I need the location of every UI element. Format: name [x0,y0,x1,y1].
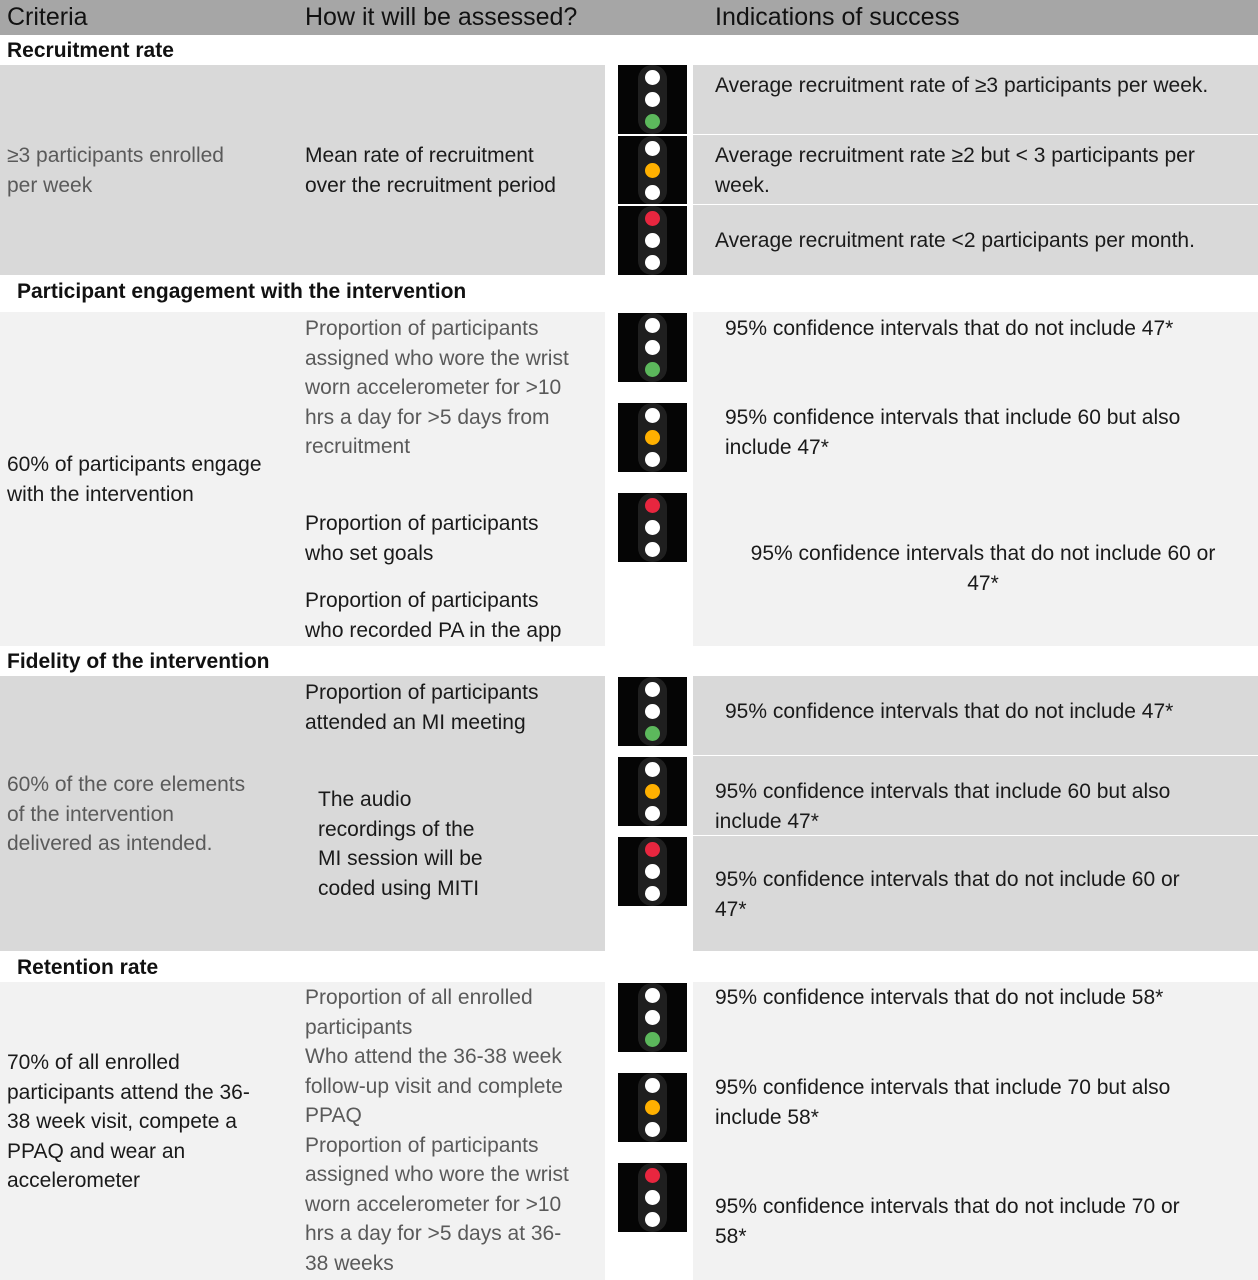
recruitment-assessment: Mean rate of recruitment over the recruitment period [305,144,556,197]
retention-red-indicator: 95% confidence intervals that do not include 70 or 58* [715,1195,1180,1248]
traffic-light-green-icon [618,983,687,1052]
header-success: Indications of success [715,3,960,31]
row-divider [605,755,1258,756]
fidelity-green-indicator: 95% confidence intervals that do not include 47* [725,700,1174,723]
engagement-green-indicator: 95% confidence intervals that do not include 47* [725,317,1174,340]
traffic-light-amber-icon [618,136,687,205]
recruitment-green-indicator: Average recruitment rate of ≥3 participants per week. [715,74,1209,97]
section-title-engagement: Participant engagement with the intervention [17,280,467,303]
engagement-amber-indicator: 95% confidence intervals that include 60 but also include 47* [725,406,1181,459]
retention-assessment: Proportion of all enrolled participants Who attend the 36-38 week follow-up visit and complete PPAQ Proportion of participants assigned who wore the wrist worn accelerometer for >10 hrs a day for >5 days at 36- 38 weeks [305,986,569,1275]
traffic-light-red-icon [618,837,687,906]
engagement-criteria: 60% of participants engage with the intervention [7,453,262,506]
fidelity-criteria: 60% of the core elements of the intervention delivered as intended. [7,773,246,855]
traffic-light-amber-icon [618,1073,687,1142]
traffic-light-green-icon [618,65,687,134]
fidelity-red-indicator: 95% confidence intervals that do not include 60 or 47* [715,868,1180,921]
recruitment-amber-indicator: Average recruitment rate ≥2 but < 3 participants per week. [715,144,1195,197]
traffic-light-green-icon [618,313,687,382]
traffic-light-amber-icon [618,757,687,826]
row-divider [605,134,1258,135]
traffic-light-red-icon [618,206,687,275]
retention-amber-indicator: 95% confidence intervals that include 70 but also include 58* [715,1076,1171,1129]
engagement-assessment-goals: Proportion of participants who set goals [305,512,539,565]
recruitment-criteria: ≥3 participants enrolled per week [7,144,224,197]
fidelity-amber-indicator: 95% confidence intervals that include 60 but also include 47* [715,780,1171,833]
engagement-red-indicator: 95% confidence intervals that do not include 60 or 47* [750,542,1216,595]
traffic-light-red-icon [618,1163,687,1232]
table-header [0,0,1258,35]
section-title-recruitment: Recruitment rate [7,39,174,62]
traffic-light-green-icon [618,677,687,746]
traffic-light-amber-icon [618,403,687,472]
recruitment-red-indicator: Average recruitment rate <2 participants per month. [715,229,1195,252]
retention-green-indicator: 95% confidence intervals that do not include 58* [715,986,1164,1009]
row-divider [605,204,1258,205]
retention-criteria: 70% of all enrolled participants attend the 36- 38 week visit, compete a PPAQ and wear an accelerometer [7,1051,250,1192]
fidelity-assessment-audio: The audio recordings of the MI session will be coded using MITI [318,788,483,900]
engagement-assessment-app: Proportion of participants who recorded PA in the app [305,589,562,642]
header-assessed: How it will be assessed? [305,3,578,31]
section-title-retention: Retention rate [17,956,159,979]
section-title-fidelity: Fidelity of the intervention [7,650,270,673]
traffic-light-red-icon [618,493,687,562]
engagement-assessment-accelerometer: Proportion of participants assigned who wore the wrist worn accelerometer for >10 hrs a day for >5 days from recruitment [305,317,569,458]
fidelity-assessment-mi-meeting: Proportion of participants attended an MI meeting [305,681,539,734]
header-criteria: Criteria [7,3,88,31]
